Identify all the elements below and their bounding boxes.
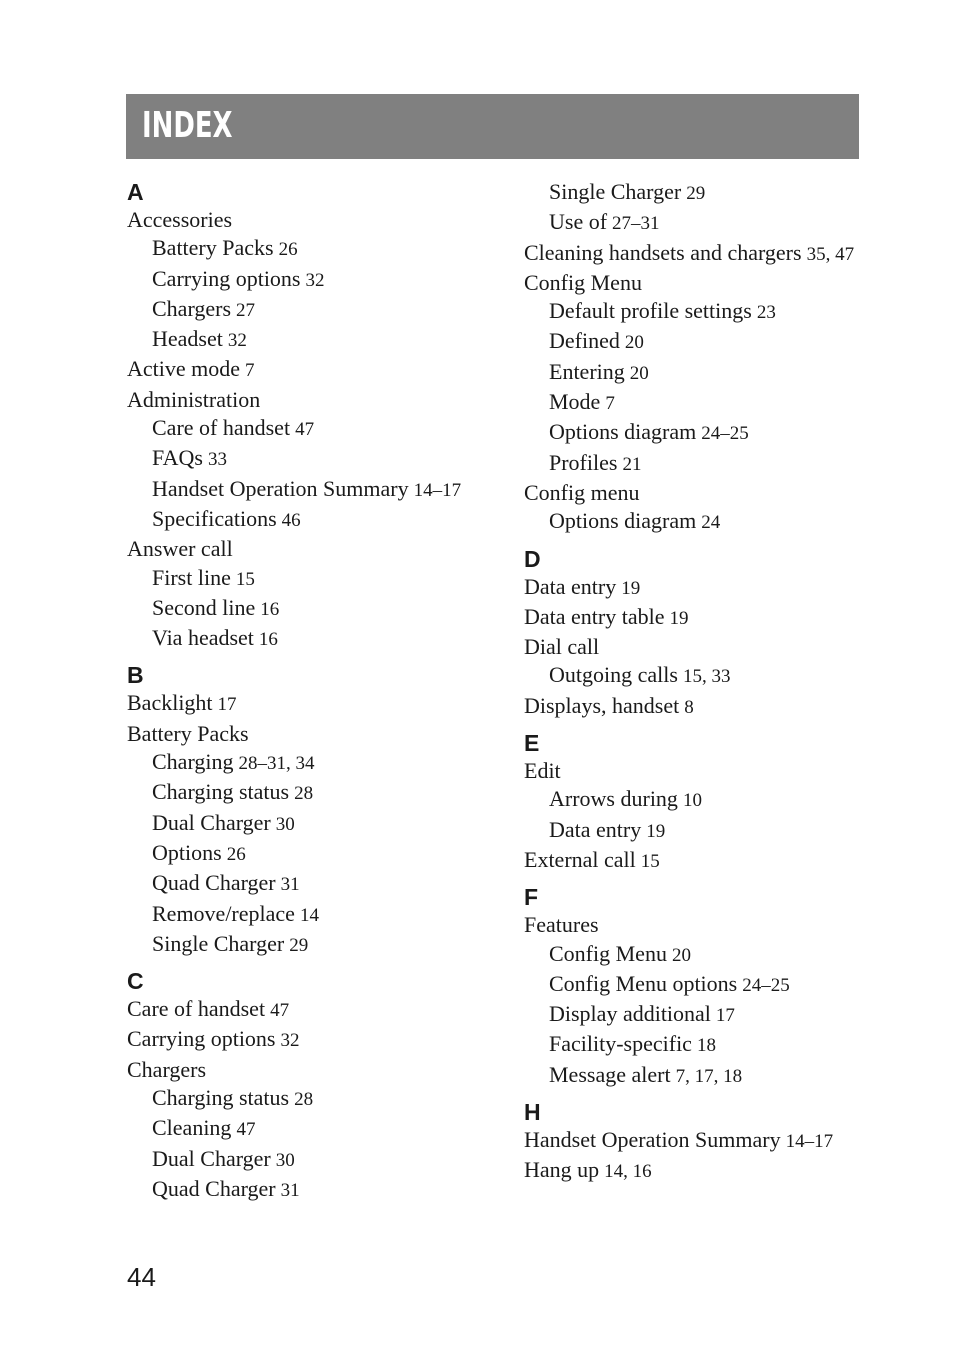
entry-term: Data entry table [524, 603, 665, 629]
index-entry [127, 355, 467, 385]
entry-pages: 19 [669, 607, 689, 629]
entry-pages: 8 [684, 696, 694, 718]
entry-term: Dual Charger [152, 809, 271, 835]
entry-pages: 17 [217, 694, 237, 716]
entry-term: Arrows during [549, 786, 678, 812]
entry-term: Accessories [127, 207, 233, 232]
entry-term: Single Charger [549, 179, 682, 204]
entry-pages: 14–17 [413, 479, 462, 501]
entry-pages: 20 [629, 362, 649, 384]
entry-pages: 27–31 [612, 213, 660, 235]
entry-term: Charging status [152, 1085, 290, 1111]
entry-pages: 7, 17, 18 [675, 1065, 743, 1087]
entry-term: Message alert [549, 1061, 671, 1087]
index-subentry [127, 748, 467, 778]
section-letter: A [127, 179, 144, 205]
section-letter: H [524, 1099, 541, 1126]
index-entry [524, 692, 864, 722]
entry-pages: 20 [671, 944, 691, 966]
entry-pages: 19 [621, 577, 641, 599]
entry-pages: 15 [640, 850, 660, 872]
entry-term: Handset Operation Summary [152, 475, 409, 501]
entry-term: Charging status [152, 779, 290, 805]
entry-pages: 10 [682, 790, 702, 812]
index-subentry [127, 1114, 467, 1144]
index-subentry [524, 785, 864, 815]
index-subentry [127, 624, 467, 654]
index-entry [127, 1056, 467, 1084]
entry-pages: 24–25 [742, 974, 790, 996]
index-subentry [127, 1145, 467, 1175]
index-subentry [127, 234, 467, 264]
index-entry [524, 269, 864, 297]
entry-term: First line [152, 564, 231, 590]
index-entry [524, 603, 864, 633]
entry-term: Single Charger [152, 930, 285, 956]
index-entry [524, 633, 864, 661]
entry-term: Administration [127, 386, 261, 412]
entry-term: Via headset [152, 625, 254, 651]
entry-pages: 31 [280, 1179, 300, 1201]
index-entry [127, 206, 467, 234]
entry-pages: 28 [294, 1089, 314, 1111]
entry-term: Config Menu options [549, 970, 738, 996]
section-letter: C [127, 968, 144, 995]
index-subentry [127, 325, 467, 355]
section-letter: F [524, 884, 539, 911]
index-subentry [127, 1084, 467, 1114]
entry-term: Facility-specific [549, 1031, 692, 1057]
index-subentry [127, 564, 467, 594]
index-entry [524, 1156, 864, 1186]
index-entry [524, 757, 864, 785]
entry-term: Carrying options [127, 1026, 276, 1052]
entry-term: Options diagram [549, 508, 697, 534]
entry-pages: 18 [696, 1035, 716, 1057]
entry-term: Config menu [524, 479, 640, 505]
index-column-left [127, 178, 467, 1205]
index-entry [127, 386, 467, 414]
section-letter: B [127, 662, 144, 689]
index-subentry [127, 265, 467, 295]
page-title: INDEX [142, 105, 233, 146]
entry-pages: 20 [624, 332, 644, 354]
index-subentry [524, 816, 864, 846]
index-subentry [524, 297, 864, 327]
entry-term: Use of [549, 209, 608, 235]
entry-term: Battery Packs [152, 235, 274, 261]
index-subentry [127, 475, 467, 505]
entry-term: Chargers [152, 295, 232, 321]
entry-term: Backlight [127, 690, 213, 716]
entry-term: Config Menu [549, 940, 667, 966]
entry-term: Quad Charger [152, 1175, 276, 1201]
entry-term: Charging [152, 749, 234, 775]
index-subentry [524, 327, 864, 357]
index-subentry [127, 414, 467, 444]
entry-pages: 7 [605, 393, 615, 415]
entry-pages: 30 [275, 813, 295, 835]
index-subentry [127, 809, 467, 839]
index-subentry [127, 444, 467, 474]
index-subentry [524, 208, 864, 238]
entry-pages: 16 [258, 629, 278, 651]
entry-pages: 14, 16 [604, 1161, 652, 1183]
entry-term: Options [152, 839, 222, 865]
index-entry [524, 573, 864, 603]
index-subentry [524, 178, 864, 208]
entry-term: Display additional [549, 1001, 711, 1027]
entry-term: Hang up [524, 1157, 600, 1183]
index-subentry [524, 1030, 864, 1060]
entry-term: Answer call [127, 536, 233, 562]
entry-pages: 19 [646, 820, 666, 842]
index-subentry [127, 900, 467, 930]
entry-pages: 23 [756, 302, 776, 324]
index-subentry [524, 388, 864, 418]
entry-term: Headset [152, 326, 223, 352]
section-letter: E [524, 730, 540, 757]
entry-term: Profiles [549, 449, 618, 475]
entry-term: Edit [524, 758, 561, 784]
index-banner [126, 94, 859, 159]
entry-pages: 7 [245, 360, 255, 382]
entry-term: Chargers [127, 1056, 207, 1082]
entry-pages: 14–17 [785, 1131, 834, 1153]
entry-pages: 32 [305, 269, 325, 291]
entry-pages: 28 [294, 783, 314, 805]
index-subentry [524, 449, 864, 479]
index-subentry [127, 594, 467, 624]
entry-term: Entering [549, 358, 625, 384]
entry-term: Features [524, 912, 599, 938]
page-number: 44 [127, 1262, 156, 1292]
entry-term: Mode [549, 389, 601, 415]
entry-pages: 32 [227, 330, 247, 352]
entry-pages: 32 [280, 1030, 300, 1052]
entry-term: Default profile settings [549, 298, 752, 324]
index-entry [127, 689, 467, 719]
index-subentry [524, 507, 864, 537]
entry-term: Active mode [127, 356, 241, 382]
index-entry [524, 1126, 864, 1156]
entry-pages: 24–25 [701, 423, 749, 445]
entry-pages: 31 [280, 874, 300, 896]
index-subentry [127, 505, 467, 535]
entry-pages: 15 [235, 568, 255, 590]
entry-term: Config Menu [524, 269, 642, 295]
index-subentry [127, 295, 467, 325]
index-entry [524, 239, 864, 269]
index-subentry [524, 418, 864, 448]
entry-pages: 26 [226, 843, 246, 865]
index-subentry [524, 1000, 864, 1030]
entry-pages: 14 [299, 904, 319, 926]
entry-term: Care of handset [127, 996, 266, 1022]
entry-term: Dual Charger [152, 1145, 271, 1171]
entry-term: Defined [549, 328, 620, 354]
index-entry [524, 911, 864, 939]
entry-pages: 47 [236, 1119, 256, 1141]
entry-term: Carrying options [152, 265, 301, 291]
entry-term: Outgoing calls [549, 662, 678, 688]
index-subentry [127, 1175, 467, 1205]
index-subentry [127, 839, 467, 869]
entry-term: Handset Operation Summary [524, 1127, 781, 1153]
index-entry [127, 535, 467, 563]
index-subentry [524, 358, 864, 388]
index-entry [127, 1025, 467, 1055]
index-column-right [524, 178, 864, 1187]
entry-term: Data entry [549, 816, 642, 842]
entry-term: Options diagram [549, 419, 697, 445]
entry-term: Dial call [524, 634, 600, 660]
index-subentry [524, 661, 864, 691]
entry-term: Cleaning [152, 1115, 232, 1141]
entry-pages: 15, 33 [682, 666, 731, 688]
index-subentry [127, 869, 467, 899]
entry-term: Displays, handset [524, 692, 680, 718]
index-subentry [524, 970, 864, 1000]
entry-pages: 46 [281, 509, 301, 531]
entry-term: Remove/replace [152, 900, 295, 926]
entry-term: Care of handset [152, 415, 291, 441]
entry-term: Data entry [524, 573, 617, 599]
entry-term: Battery Packs [127, 720, 249, 746]
entry-pages: 29 [686, 183, 706, 204]
index-entry [127, 720, 467, 748]
entry-term: Specifications [152, 505, 277, 531]
entry-pages: 16 [260, 598, 280, 620]
entry-pages: 47 [270, 1000, 290, 1022]
index-subentry [127, 778, 467, 808]
index-entry [127, 995, 467, 1025]
index-subentry [127, 930, 467, 960]
entry-term: FAQs [152, 445, 203, 471]
entry-pages: 33 [207, 449, 227, 471]
entry-pages: 27 [236, 299, 256, 321]
entry-pages: 24 [701, 512, 721, 534]
entry-pages: 47 [295, 419, 315, 441]
entry-pages: 29 [289, 934, 309, 956]
entry-pages: 35, 47 [806, 243, 855, 265]
section-letter: D [524, 545, 541, 572]
index-subentry [524, 1061, 864, 1091]
entry-term: Quad Charger [152, 870, 276, 896]
entry-pages: 17 [715, 1005, 735, 1027]
index-entry [524, 479, 864, 507]
index-entry [524, 846, 864, 876]
entry-term: External call [524, 846, 636, 872]
entry-term: Cleaning handsets and chargers [524, 239, 802, 265]
entry-pages: 30 [275, 1149, 295, 1171]
entry-term: Second line [152, 594, 256, 620]
entry-pages: 28–31, 34 [238, 753, 315, 775]
index-subentry [524, 940, 864, 970]
entry-pages: 26 [278, 239, 298, 261]
entry-pages: 21 [622, 453, 642, 475]
